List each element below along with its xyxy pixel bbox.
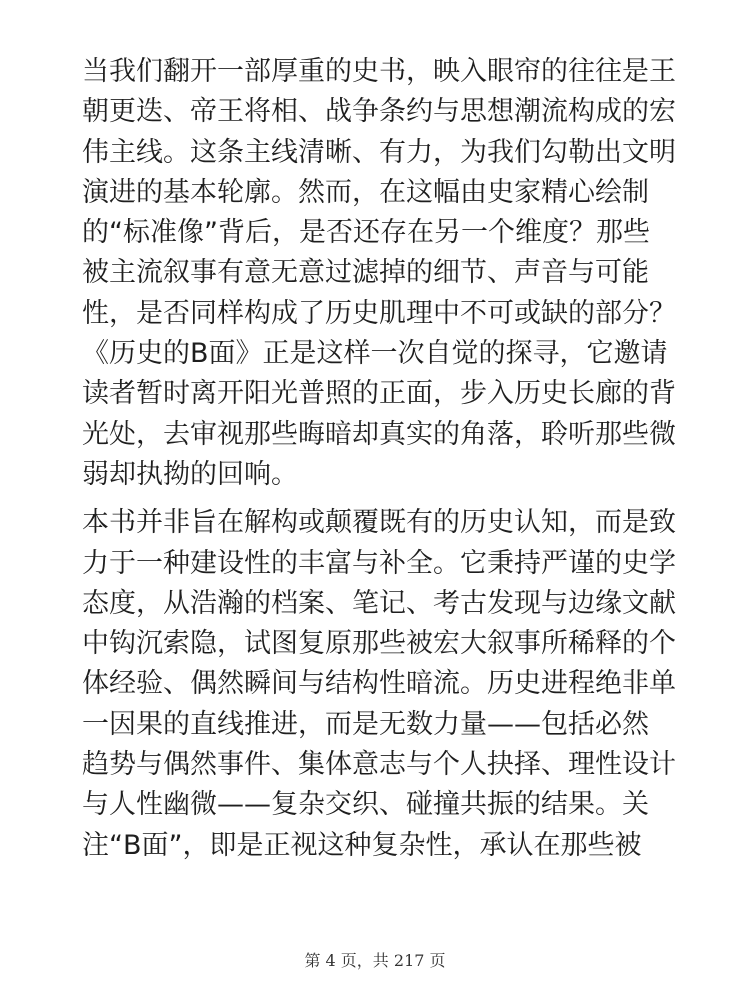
text-line: 本书并非旨在解构或颠覆既有的历史认知，而是致 [82,507,676,539]
text-line: 弱却执拗的回响。 [82,458,298,490]
text-line: 的“标准像”背后，是否还存在另一个维度？那些 [82,217,650,249]
text-line: 当我们翻开一部厚重的史书，映入眼帘的往往是王 [82,56,676,87]
text-line: 与人性幽微——复杂交织、碰撞共振的结果。关 [82,789,649,821]
text-line: 光处，去审视那些晦暗却真实的角落，聆听那些微 [82,418,676,450]
body-text [82,52,676,866]
text-line: 朝更迭、帝王将相、战争条约与思想潮流构成的宏 [82,96,676,128]
text-line: 态度，从浩瀚的档案、笔记、考古发现与边缘文献 [82,587,676,619]
text-line: 被主流叙事有意无意过滤掉的细节、声音与可能 [82,257,649,289]
text-line: 读者暂时离开阳光普照的正面，步入历史长廊的背 [82,378,676,410]
text-line: 一因果的直线推进，而是无数力量——包括必然 [82,708,649,740]
text-line: 伟主线。这条主线清晰、有力，为我们勾勒出文明 [82,136,676,168]
paragraph-spacer [82,495,672,503]
text-line: 中钩沉索隐，试图复原那些被宏大叙事所稀释的个 [82,628,676,660]
text-line: 注“B面”，即是正视这种复杂性，承认在那些被 [82,829,642,861]
paragraph-1 [82,52,676,495]
text-line: 体经验、偶然瞬间与结构性暗流。历史进程绝非单 [82,668,676,700]
page-number: 第 4 页，共 217 页 [304,951,446,970]
text-line: 性，是否同样构成了历史肌理中不可或缺的部分？ [82,297,676,329]
text-line: 力于一种建设性的丰富与补全。它秉持严谨的史学 [82,547,676,579]
paragraph-2 [82,503,676,866]
text-line: 趋势与偶然事件、集体意志与个人抉择、理性设计 [82,749,676,781]
text-line: 《历史的B面》正是这样一次自觉的探寻，它邀请 [82,338,668,370]
text-line: 演进的基本轮廓。然而，在这幅由史家精心绘制 [82,176,649,208]
